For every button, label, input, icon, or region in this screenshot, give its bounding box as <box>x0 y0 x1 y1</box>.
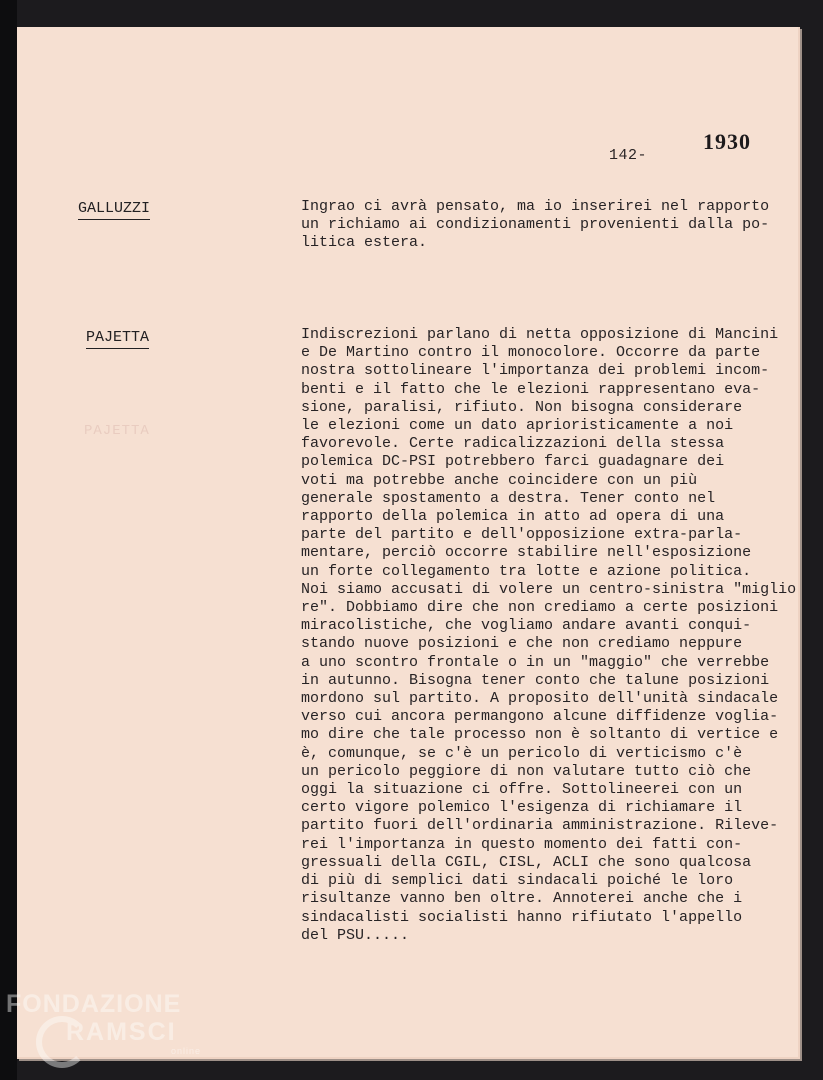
typewritten-page <box>17 27 800 1059</box>
page-number-handwritten: 142- <box>609 147 648 164</box>
text-line: benti e il fatto che le elezioni rappresentano eva- <box>301 380 761 398</box>
text-line: e De Martino contro il monocolore. Occorre da parte <box>301 344 761 362</box>
text-line: oggi la situazione ci offre. Sottolineerei con un <box>301 781 743 799</box>
text-line: certo vigore polemico l'esigenza di richiamare il <box>301 799 743 817</box>
text-line: in autunno. Bisogna tener conto che talune posizioni <box>301 671 770 689</box>
text-line: gressuali della CGIL, CISL, ACLI che sono qualcosa <box>301 853 752 871</box>
text-line: del PSU..... <box>301 926 410 944</box>
text-line: polemica DC-PSI potrebbero farci guadagnare dei <box>301 453 725 471</box>
watermark-line1: FONDAZIONE <box>6 990 182 1018</box>
text-line: generale spostamento a destra. Tener conto nel <box>301 489 716 507</box>
text-line: rei l'importanza in questo momento dei fatti con- <box>301 835 743 853</box>
text-line: litica estera. <box>301 234 428 252</box>
text-line: sindacalisti socialisti hanno rifiutato l'appello <box>301 908 743 926</box>
text-line: nostra sottolineare l'importanza dei problemi incom- <box>301 362 770 380</box>
text-line: un forte collegamento tra lotte e azione politica. <box>301 562 752 580</box>
watermark-line2: RAMSCI <box>66 1018 177 1046</box>
text-line: rapporto della polemica in atto ad opera di una <box>301 508 725 526</box>
watermark-online: online <box>171 1046 202 1056</box>
speaker-galluzzi: GALLUZZI <box>78 200 150 220</box>
speaker-pajetta: PAJETTA <box>86 329 149 349</box>
text-line: voti ma potrebbe anche coincidere con un più <box>301 471 698 489</box>
watermark-g-logo-icon <box>36 1016 88 1068</box>
text-line: mentare, perciò occorre stabilire nell'esposizione <box>301 544 752 562</box>
text-line: verso cui ancora permangono alcune diffidenze voglia- <box>301 708 779 726</box>
text-line: è, comunque, se c'è un pericolo di verticismo c'è <box>301 744 743 762</box>
text-line: un richiamo ai condizionamenti provenienti dalla po- <box>301 216 770 234</box>
text-line: mordono sul partito. A proposito dell'unità sindacale <box>301 690 779 708</box>
text-line: Noi siamo accusati di volere un centro-sinistra "miglio <box>301 580 797 598</box>
text-line: re". Dobbiamo dire che non crediamo a certe posizioni <box>301 599 779 617</box>
fondazione-gramsci-watermark <box>6 990 202 1056</box>
text-line: stando nuove posizioni e che non crediamo neppure <box>301 635 743 653</box>
text-line: mo dire che tale processo non è soltanto di vertice e <box>301 726 779 744</box>
text-line: risultanze vanno ben oltre. Annoterei anche che i <box>301 890 743 908</box>
pajetta-statement <box>301 326 821 945</box>
text-line: sione, paralisi, rifiuto. Non bisogna considerare <box>301 398 743 416</box>
text-line: un pericolo peggiore di non valutare tutto ciò che <box>301 762 752 780</box>
page-number-typed: 1930 <box>703 129 751 154</box>
text-line: favorevole. Certe radicalizzazioni della stessa <box>301 435 725 453</box>
text-line: Ingrao ci avrà pensato, ma io inserirei nel rapporto <box>301 198 770 215</box>
text-line: partito fuori dell'ordinaria amministrazione. Rileve- <box>301 817 779 835</box>
text-line: miracolistiche, che vogliamo andare avanti conqui- <box>301 617 752 635</box>
text-line: le elezioni come un dato aprioristicamente a noi <box>301 417 734 435</box>
text-line: di più di semplici dati sindacali poiché le loro <box>301 872 734 890</box>
archive-binding-edge <box>0 0 17 1080</box>
show-through-speaker: PAJETTA <box>84 423 150 439</box>
text-line: a uno scontro frontale o in un "maggio" che verrebbe <box>301 653 770 671</box>
text-line: parte del partito e dell'opposizione extra-parla- <box>301 526 743 544</box>
text-line: Indiscrezioni parlano di netta opposizione di Mancini <box>301 326 779 343</box>
galluzzi-statement <box>301 198 821 253</box>
